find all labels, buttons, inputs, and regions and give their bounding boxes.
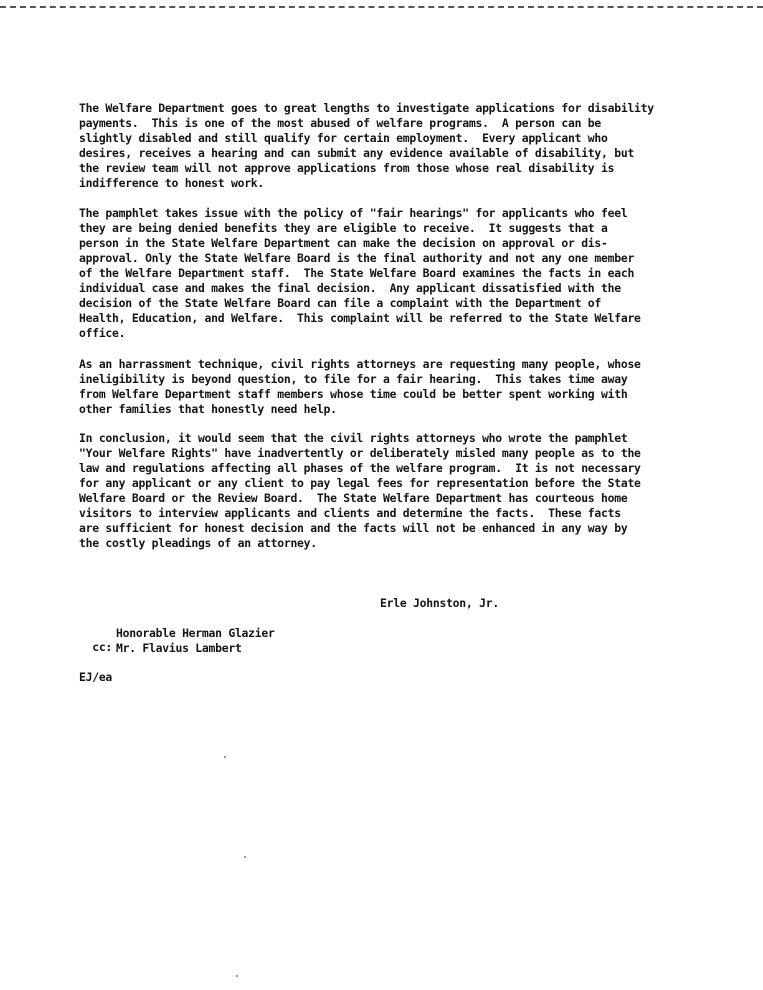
paragraph-4-line-6: visitors to interview applicants and clients and determine the facts. These facts: [79, 506, 621, 520]
page-top-edge: [0, 0, 763, 8]
paragraph-4-line-3: law and regulations affecting all phases of the welfare program. It is not necessary: [79, 461, 641, 475]
paragraph-1-line-2: payments. This is one of the most abused of welfare programs. A person can be: [79, 116, 602, 130]
paragraph-1-line-6: indifference to honest work.: [79, 176, 265, 190]
paragraph-2-line-4: approval. Only the State Welfare Board is the final authority and not any one member: [79, 251, 635, 265]
cc-recipient-1: Honorable Herman Glazier: [116, 626, 275, 640]
paragraph-3-line-2: ineligibility is beyond question, to file for a fair hearing. This takes time away: [79, 372, 628, 386]
paragraph-1-line-3: slightly disabled and still qualify for certain employment. Every applicant who: [79, 131, 608, 145]
paragraph-1-line-1: The Welfare Department goes to great lengths to investigate applications for disability: [79, 101, 654, 115]
paragraph-4-line-7: are sufficient for honest decision and the facts will not be enhanced in any way by: [79, 521, 628, 535]
paragraph-3-line-1: As an harrassment technique, civil rights attorneys are requesting many people, whose: [79, 357, 641, 371]
paragraph-4-line-4: for any applicant or any client to pay legal fees for representation before the State: [79, 476, 641, 490]
paragraph-3-line-3: from Welfare Department staff members whose time could be better spent working with: [79, 387, 628, 401]
paragraph-2-line-3: person in the State Welfare Department can make the decision on approval or dis-: [79, 236, 608, 250]
signature: Erle Johnston, Jr.: [380, 596, 499, 610]
cc-recipient-2: Mr. Flavius Lambert: [116, 641, 242, 655]
paragraph-4-line-5: Welfare Board or the Review Board. The State Welfare Department has courteous home: [79, 491, 628, 505]
paragraph-2-line-5: of the Welfare Department staff. The State Welfare Board examines the facts in each: [79, 266, 635, 280]
paragraph-2-line-7: decision of the State Welfare Board can file a complaint with the Department of: [79, 296, 602, 310]
paragraph-3-line-4: other families that honestly need help.: [79, 402, 337, 416]
paragraph-2-line-9: office.: [79, 326, 126, 340]
paragraph-4-line-1: In conclusion, it would seem that the civil rights attorneys who wrote the pamphlet: [79, 431, 628, 445]
cc-block: [79, 626, 112, 654]
paragraph-2-line-6: individual case and makes the final decision. Any applicant dissatisfied with the: [79, 281, 621, 295]
paragraph-2-line-8: Health, Education, and Welfare. This complaint will be referred to the State Welfare: [79, 311, 641, 325]
paragraph-2-line-1: The pamphlet takes issue with the policy of "fair hearings" for applicants who feel: [79, 206, 628, 220]
scan-speck: [224, 756, 226, 758]
paragraph-4-line-8: the costly pleadings of an attorney.: [79, 536, 317, 550]
paragraph-1-line-5: the review team will not approve applications from those whose real disability is: [79, 161, 615, 175]
paragraph-4-line-2: "Your Welfare Rights" have inadvertently or deliberately misled many people as to the: [79, 446, 641, 460]
paragraph-2-line-2: they are being denied benefits they are eligible to receive. It suggests that a: [79, 221, 608, 235]
paragraph-1-line-4: desires, receives a hearing and can submit any evidence available of disability, but: [79, 146, 635, 160]
cc-label: cc:: [92, 640, 113, 654]
typist-initials: EJ/ea: [79, 670, 113, 684]
scan-speck: [244, 856, 246, 858]
scan-speck: [236, 975, 238, 977]
